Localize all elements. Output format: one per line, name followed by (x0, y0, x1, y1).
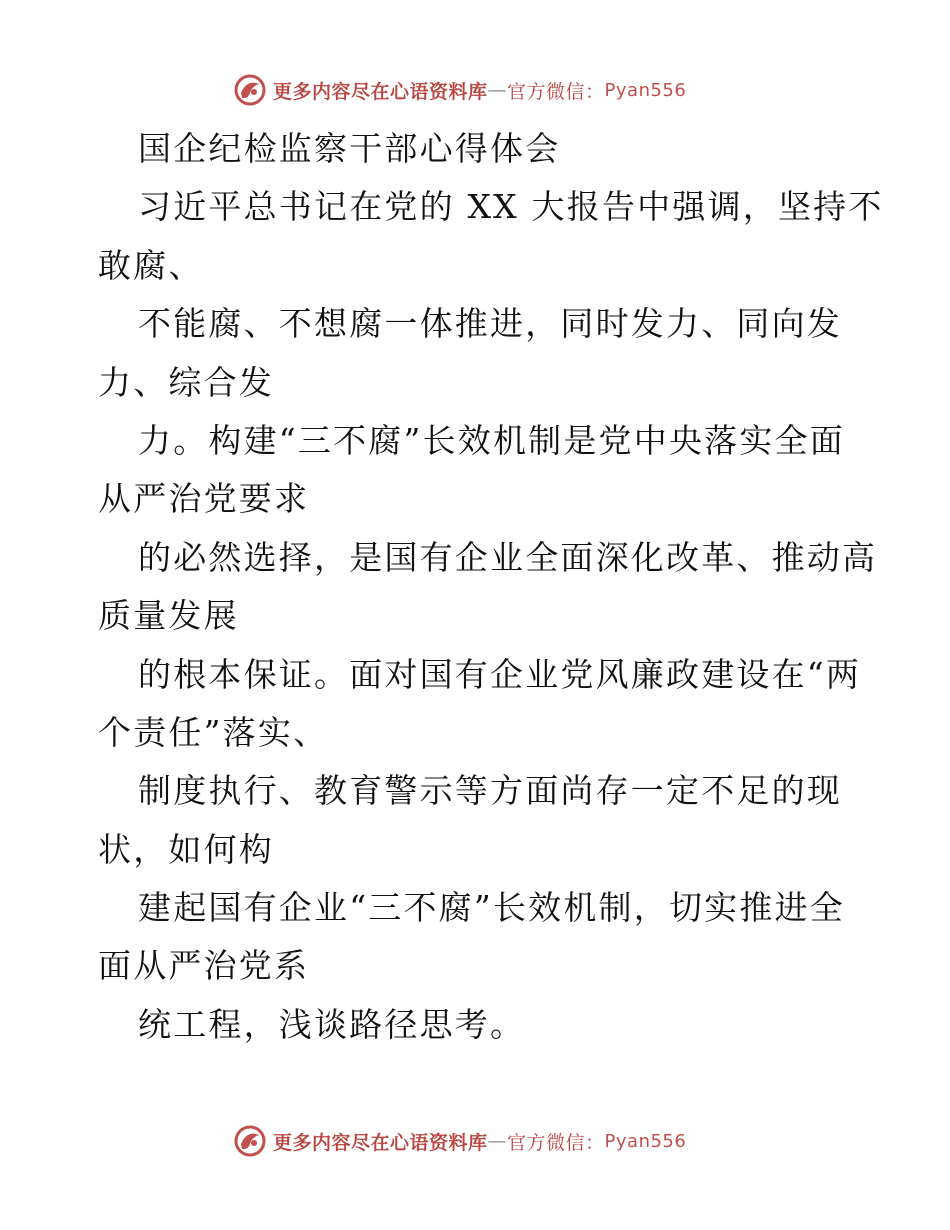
paragraph-line: 的必然选择，是国有企业全面深化改革、推动高 (138, 537, 878, 577)
banner-wechat-label: 官方微信： (507, 1131, 605, 1154)
banner-main-text: 更多内容尽在心语资料库 (273, 80, 488, 103)
paragraph-line: 质量发展 (98, 596, 239, 636)
paragraph-line: 建起国有企业“三不腐”长效机制，切实推进全 (138, 888, 845, 928)
paragraph-line: 制度执行、教育警示等方面尚存一定不足的现 (138, 771, 842, 811)
banner-wechat-label: 官方微信： (507, 80, 605, 103)
banner-wechat-id: Pyan556 (604, 79, 687, 101)
header-banner (233, 73, 686, 107)
banner-dash: — (487, 1130, 508, 1152)
banner-wechat-id: Pyan556 (604, 1130, 687, 1152)
paragraph-line: 面从严治党系 (98, 946, 310, 986)
paragraph-line: 统工程，浅谈路径思考。 (138, 1004, 526, 1044)
document-title: 国企纪检监察干部心得体会 (138, 129, 561, 168)
paragraph-line: 敢腐、 (98, 245, 204, 285)
banner-dash: — (487, 79, 508, 101)
paragraph-line: 不能腐、不想腐一体推进，同时发力、同向发 (138, 304, 842, 344)
document-body (98, 120, 884, 1054)
banner-main-text: 更多内容尽在心语资料库 (273, 1131, 488, 1154)
logo-icon (233, 73, 267, 107)
paragraph-line: 的根本保证。面对国有企业党风廉政建设在“两 (138, 654, 862, 694)
paragraph-line: 状，如何构 (98, 829, 274, 869)
logo-icon (233, 1124, 267, 1158)
footer-banner (233, 1124, 686, 1158)
paragraph-line: 从严治党要求 (98, 479, 310, 519)
paragraph-line: 习近平总书记在党的 XX 大报告中强调，坚持不 (138, 187, 884, 227)
paragraph-line: 力、综合发 (98, 362, 274, 402)
paragraph-line: 个责任”落实、 (98, 712, 329, 752)
paragraph-line: 力。构建“三不腐”长效机制是党中央落实全面 (138, 420, 845, 460)
